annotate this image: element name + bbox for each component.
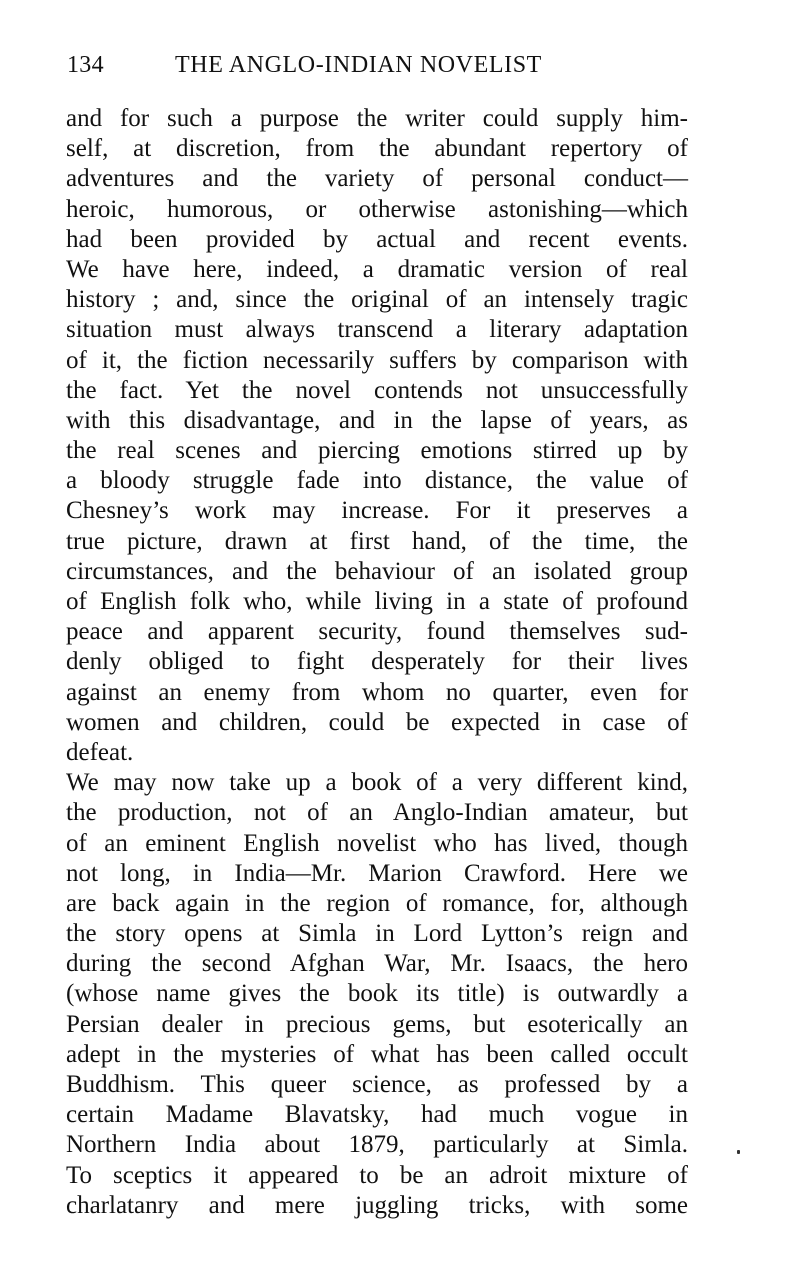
text-line: and for such a purpose the writer could supply him- [66, 105, 688, 132]
text-line: had been provided by actual and recent events. [66, 225, 688, 253]
text-line: charlatanry and mere juggling tricks, with some [66, 1191, 688, 1219]
text-line: certain Madame Blavatsky, had much vogue in [66, 1101, 688, 1129]
text-line: heroic, humorous, or otherwise astonishing—which [66, 195, 688, 223]
text-line: To sceptics it appeared to be an adroit mixture of [66, 1161, 688, 1189]
text-line: Northern India about 1879, particularly at Simla. [66, 1131, 688, 1159]
page-number: 134 [67, 52, 104, 78]
text-line: We may now take up a book of a very different kind, [66, 769, 688, 797]
text-line: (whose name gives the book its title) is outwardly a [66, 980, 688, 1008]
text-line: with this disadvantage, and in the lapse of years, as [66, 406, 688, 434]
running-title: THE ANGLO-INDIAN NOVELIST [175, 52, 542, 78]
text-line: during the second Afghan War, Mr. Isaacs, the hero [66, 950, 688, 978]
text-line: situation must always transcend a literary adaptation [66, 316, 688, 344]
text-line: the fact. Yet the novel contends not unsuccessfully [66, 376, 688, 404]
text-line: Buddhism. This queer science, as professed by a [66, 1071, 688, 1098]
text-line: the production, not of an Anglo-Indian amateur, but [66, 799, 688, 827]
body-text [66, 104, 688, 1221]
text-line: adept in the mysteries of what has been called occult [66, 1040, 688, 1068]
text-line: adventures and the variety of personal conduct— [66, 165, 688, 193]
text-line: are back again in the region of romance, for, although [66, 889, 688, 917]
text-line: not long, in India—Mr. Marion Crawford. Here we [66, 859, 688, 887]
text-line: Chesney’s work may increase. For it preserves a [66, 497, 688, 525]
text-line: true picture, drawn at first hand, of the time, the [66, 527, 688, 555]
text-line: a bloody struggle fade into distance, the value of [66, 467, 688, 495]
text-line: of it, the fiction necessarily suffers by comparison with [66, 346, 688, 374]
text-line: denly obliged to fight desperately for their lives [66, 648, 688, 676]
text-line: the story opens at Simla in Lord Lytton’s reign and [66, 920, 688, 948]
text-line: peace and apparent security, found themselves sud- [66, 618, 688, 646]
text-line: Persian dealer in precious gems, but esoterically an [66, 1010, 688, 1038]
text-line: history ; and, since the original of an intensely tragic [66, 286, 688, 314]
text-line: self, at discretion, from the abundant repertory of [66, 135, 688, 163]
text-line: of an eminent English novelist who has lived, though [66, 829, 688, 857]
text-line: defeat. [66, 738, 134, 766]
text-line: of English folk who, while living in a state of profound [66, 588, 688, 615]
text-line: women and children, could be expected in case of [66, 708, 688, 736]
text-line: against an enemy from whom no quarter, even for [66, 678, 688, 706]
scan-speck [737, 1150, 740, 1154]
text-line: We have here, indeed, a dramatic version of real [66, 255, 688, 283]
text-line: the real scenes and piercing emotions stirred up by [66, 437, 688, 465]
text-line: circumstances, and the behaviour of an isolated group [66, 557, 688, 585]
